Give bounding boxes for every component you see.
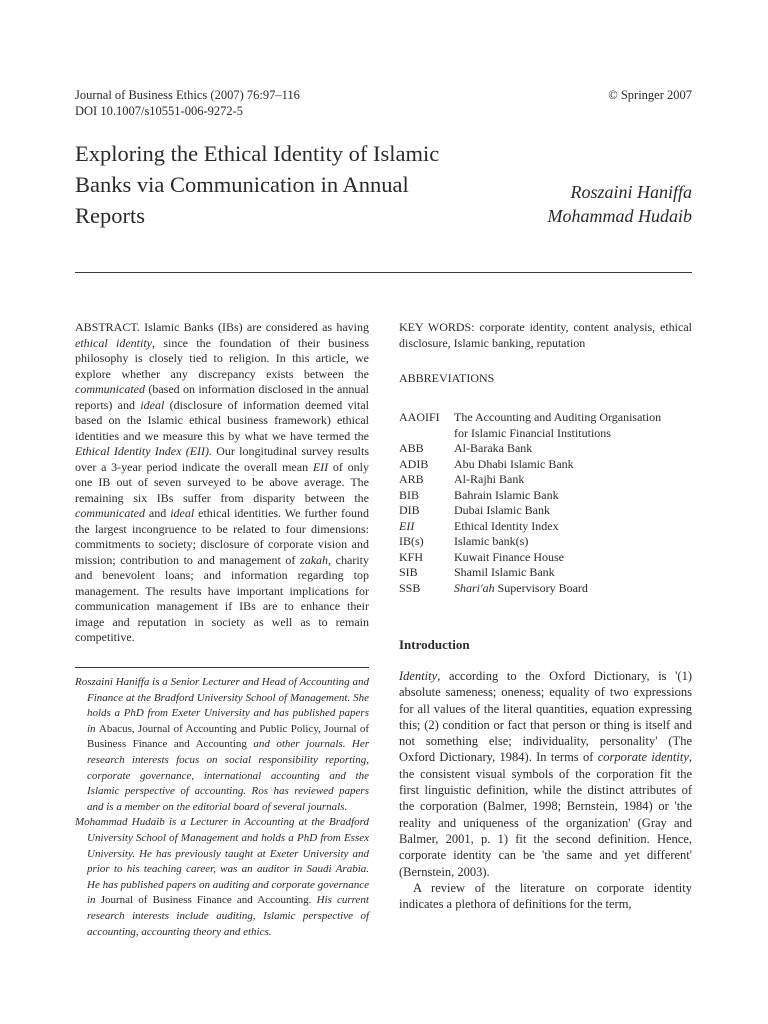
abbr-key: KFH bbox=[399, 549, 424, 564]
title-divider bbox=[75, 272, 692, 273]
abbr-row bbox=[399, 472, 692, 488]
section-heading-introduction: Introduction bbox=[399, 637, 470, 652]
paragraph: A review of the literature on corporate identity indicates a plethora of definitions for the term, bbox=[399, 880, 692, 912]
journal-name: Journal of Business Ethics (2007) 76:97–116 bbox=[75, 88, 300, 102]
abbr-row bbox=[399, 457, 692, 473]
author-name: Mohammad Hudaib bbox=[547, 206, 692, 226]
abbr-value: Al-Baraka Bank bbox=[454, 441, 533, 455]
abbr-row bbox=[399, 410, 692, 426]
abbr-key: BIB bbox=[399, 487, 420, 502]
abbr-key: SIB bbox=[399, 565, 418, 579]
author-bios bbox=[75, 675, 369, 940]
title-line: Reports bbox=[75, 203, 145, 228]
author-list bbox=[548, 180, 693, 228]
abbr-value: Shari'ah Supervisory Board bbox=[454, 580, 588, 595]
journal-citation bbox=[75, 87, 300, 119]
abbr-row bbox=[399, 550, 692, 566]
abbr-row bbox=[399, 488, 692, 504]
abbr-value: Al-Rajhi Bank bbox=[454, 472, 525, 486]
abbr-row bbox=[399, 519, 692, 535]
abbr-row bbox=[399, 581, 692, 597]
keywords-label: KEY WORDS: bbox=[399, 320, 475, 334]
abbr-key: EII bbox=[399, 518, 415, 533]
abbr-value: The Accounting and Auditing Organisation bbox=[454, 410, 662, 424]
abbr-value: Dubai Islamic Bank bbox=[454, 503, 550, 517]
abbr-value: Shamil Islamic Bank bbox=[454, 565, 555, 579]
abbr-value-cont: for Islamic Financial Institutions bbox=[454, 425, 611, 440]
abbr-key: IB(s) bbox=[399, 534, 424, 548]
title-line: Banks via Communication in Annual bbox=[75, 172, 409, 197]
abbr-key: ABB bbox=[399, 441, 424, 455]
bio-haniffa: Roszaini Haniffa is a Senior Lecturer and Head of Accounting and Finance at the Bradford University School of Management. She holds a PhD from Exeter University and has published papers in Abacus, Journal of Accounting and Public Policy, Journal of Business Finance and Accounting and other journals. Her research interests focus on social responsibility reporting, corporate governance, international accounting and the Islamic perspective of accounting. Ros has reviewed papers and is a member on the editorial board of several journals. bbox=[75, 676, 370, 813]
footnote-divider bbox=[75, 667, 369, 668]
keywords bbox=[399, 320, 692, 351]
doi: DOI 10.1007/s10551-006-9272-5 bbox=[75, 104, 244, 118]
abbr-key: ARB bbox=[399, 472, 424, 486]
abbr-value: Islamic bank(s) bbox=[454, 534, 529, 548]
title-line: Exploring the Ethical Identity of Islamic bbox=[75, 141, 440, 166]
abbr-key: SSB bbox=[399, 580, 421, 595]
abbr-value: Ethical Identity Index bbox=[454, 518, 559, 533]
abbr-row bbox=[399, 441, 692, 457]
abbreviations-list bbox=[399, 410, 692, 596]
abbr-row bbox=[399, 534, 692, 550]
keywords-text: corporate identity, content analysis, ethical disclosure, Islamic banking, reputation bbox=[399, 320, 693, 350]
abbr-row bbox=[399, 503, 692, 519]
author-name: Roszaini Haniffa bbox=[570, 182, 692, 202]
bio-hudaib: Mohammad Hudaib is a Lecturer in Accounting at the Bradford University School of Management and holds a PhD from Essex University. He has previously taught at Exeter University and prior to his teaching career, was an auditor in Saudi Arabia. He has published papers on auditing and corporate governance in Journal of Business Finance and Accounting. His current research interests include auditing, Islamic perspective of accounting, accounting theory and ethics. bbox=[75, 816, 369, 938]
abbr-value: Abu Dhabi Islamic Bank bbox=[454, 456, 574, 471]
abbr-key: DIB bbox=[399, 503, 420, 517]
abstract-label: ABSTRACT. bbox=[75, 320, 140, 334]
abbr-value: Kuwait Finance House bbox=[454, 549, 564, 564]
article-title bbox=[75, 138, 515, 231]
abbr-row bbox=[399, 565, 692, 581]
paragraph: Identity, according to the Oxford Dictionary, is '(1) absolute sameness; oneness; equality of two expressions for all values of the literal quantities, equation expressing this; (2) condition or fact that person or thing is itself and not something else; individuality, personality' (The Oxford Dictionary, 1984). In terms of corporate identity, the consistent visual symbols of the corporation fit the first linguistic definition, while the distinct attributes of the corporation (Balmer, 1998; Bernstein, 1984) or 'the reality and uniqueness of the organization' (Gray and Balmer, 2001, p. 1) fit the second definition. Hence, corporate identity can be 'the same and yet different' (Bernstein, 2003). bbox=[399, 669, 692, 879]
introduction-body bbox=[399, 668, 692, 912]
abbr-value: Bahrain Islamic Bank bbox=[454, 487, 559, 502]
abbreviations-heading: ABBREVIATIONS bbox=[399, 371, 495, 385]
copyright: © Springer 2007 bbox=[608, 88, 692, 102]
abbr-key: ADIB bbox=[399, 456, 429, 471]
abbr-key: AAOIFI bbox=[399, 410, 440, 424]
abstract: ABSTRACT. Islamic Banks (IBs) are considered as having ethical identity, since the foundation of their business philosophy is closely tied to religion. In this article, we explore whether any discrepancy exists between the communicated (based on information disclosed in the annual reports) and ideal (disclosure of information deemed vital based on the Islamic ethical business framework) ethical identities and we measure this by what we have termed the Ethical Identity Index (EII). Our longitudinal survey results over a 3-year period indicate the overall mean EII of only one IB out of seven surveyed to be above average. The remaining six IBs suffer from disparity between the communicated and ideal ethical identities. We further found the largest incongruence to be related to four dimensions: commitments to society; disclosure of corporate vision and mission; contribution to and management of zakah, charity and benevolent loans; and information regarding top management. The results have important implications for communication management if IBs are to enhance their image and reputation in society as well as to remain competitive. bbox=[75, 320, 370, 644]
